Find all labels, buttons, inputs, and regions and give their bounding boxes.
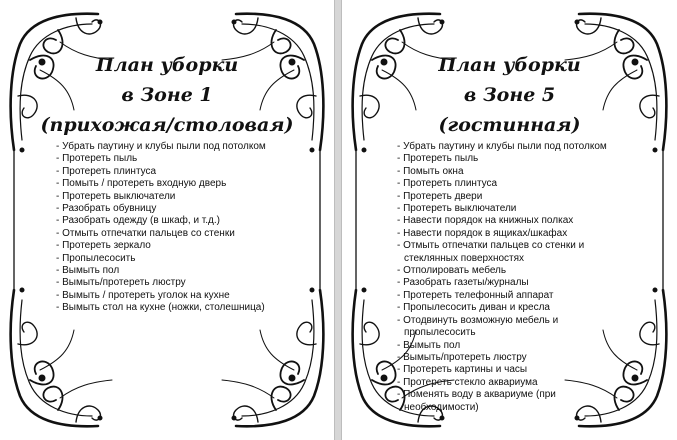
- list-item: - Протереть выключатели: [397, 203, 629, 215]
- list-item: - Протереть плинтуса: [397, 178, 629, 190]
- title-line: в Зоне 5: [463, 84, 556, 106]
- list-item: - Убрать паутину и клубы пыли под потолком: [397, 141, 629, 153]
- list-item: - Вымыть/протереть люстру: [56, 277, 286, 289]
- list-item: - Разобрать одежду (в шкаф, и т.д.): [56, 215, 286, 227]
- list-item: - Помыть окна: [397, 166, 629, 178]
- list-item: - Убрать паутину и клубы пыли под потолком: [56, 141, 286, 153]
- list-item: - Протереть стекло аквариума: [397, 377, 629, 389]
- list-item: - Помыть / протереть входную дверь: [56, 178, 286, 190]
- page-title: [0, 50, 334, 140]
- list-item: - Протереть картины и часы: [397, 364, 629, 376]
- list-item: - Вымыть / протереть уголок на кухне: [56, 290, 286, 302]
- list-item: - Протереть двери: [397, 191, 629, 203]
- list-item: - Отмыть отпечатки пальцев со стенки и стеклянных поверхностях: [397, 240, 629, 265]
- list-item: - Пропылесосить диван и кресла: [397, 302, 629, 314]
- document-page-zone-5: [342, 0, 677, 440]
- list-item: - Протереть зеркало: [56, 240, 286, 252]
- list-item: - Протереть пыль: [397, 153, 629, 165]
- list-item: - Разобрать газеты/журналы: [397, 277, 629, 289]
- title-line: (прихожая/столовая): [40, 114, 294, 136]
- list-item: - Протереть выключатели: [56, 191, 286, 203]
- title-line: План уборки: [95, 54, 239, 76]
- list-item: - Навести порядок в ящиках/шкафах: [397, 228, 629, 240]
- title-line: (гостинная): [438, 114, 581, 136]
- list-item: - Вымыть стол на кухне (ножки, столешница): [56, 302, 286, 314]
- list-item: - Протереть пыль: [56, 153, 286, 165]
- page-gap: [334, 0, 342, 440]
- document-page-zone-1: [0, 0, 334, 440]
- list-item: - Вымыть/протереть люстру: [397, 352, 629, 364]
- list-item: - Отполировать мебель: [397, 265, 629, 277]
- list-item: - Разобрать обувницу: [56, 203, 286, 215]
- list-item: - Протереть телефонный аппарат: [397, 290, 629, 302]
- list-item: - Поменять воду в аквариуме (при необходимости): [397, 389, 629, 414]
- title-line: План уборки: [438, 54, 581, 76]
- list-item: - Отмыть отпечатки пальцев со стенки: [56, 228, 286, 240]
- list-item: - Вымыть пол: [397, 340, 629, 352]
- task-list: [56, 141, 286, 315]
- list-item: - Пропылесосить: [56, 253, 286, 265]
- title-line: в Зоне 1: [121, 84, 213, 106]
- list-item: - Протереть плинтуса: [56, 166, 286, 178]
- page-title: [342, 50, 677, 140]
- task-list: [397, 141, 629, 414]
- list-item: - Вымыть пол: [56, 265, 286, 277]
- list-item: - Отодвинуть возможную мебель и пропылесосить: [397, 315, 629, 340]
- list-item: - Навести порядок на книжных полках: [397, 215, 629, 227]
